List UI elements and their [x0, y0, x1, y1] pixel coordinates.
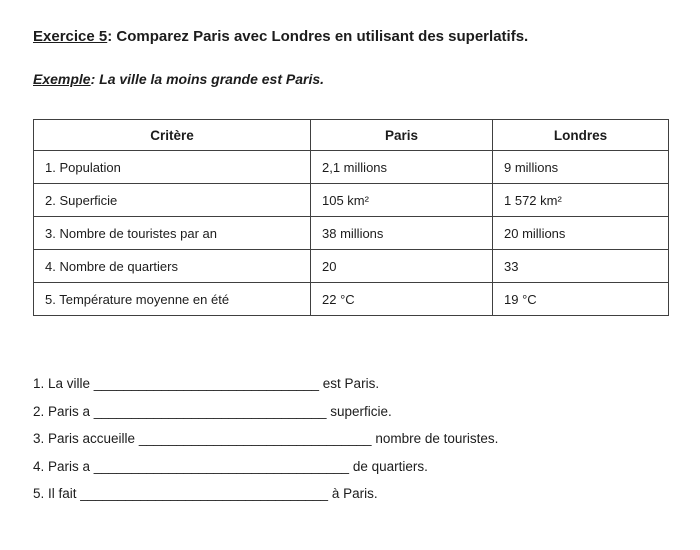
- sentence-before: 2. Paris a: [33, 403, 94, 419]
- criterion-cell: 3. Nombre de touristes par an: [34, 217, 311, 250]
- fill-in-sentence-1: [33, 370, 670, 398]
- paris-value-cell: 38 millions: [311, 217, 493, 250]
- criterion-cell: 4. Nombre de quartiers: [34, 250, 311, 283]
- exercise-title-text: : Comparez Paris avec Londres en utilisant des superlatifs.: [107, 28, 529, 45]
- answer-blank-5: _________________________________: [80, 486, 329, 502]
- exercise-label: Exercice 5: [33, 28, 108, 45]
- example-line: [33, 71, 670, 88]
- fill-in-sentence-3: [33, 425, 670, 453]
- londres-value-cell: 20 millions: [493, 217, 669, 250]
- table-row-population: [34, 151, 669, 184]
- fill-in-sentences: [33, 370, 670, 508]
- sentence-after: est Paris.: [319, 376, 380, 391]
- paris-value-cell: 105 km²: [311, 184, 493, 217]
- londres-value-cell: 19 °C: [493, 283, 669, 316]
- col-header-londres: Londres: [493, 120, 669, 151]
- fill-in-sentence-2: [33, 398, 670, 426]
- sentence-after: nombre de touristes.: [371, 431, 499, 447]
- paris-value-cell: 20: [311, 250, 493, 283]
- fill-in-sentence-5: [33, 480, 670, 508]
- sentence-before: 5. Il fait: [33, 486, 81, 502]
- answer-blank-2: _______________________________: [93, 403, 327, 419]
- answer-blank-4: __________________________________: [93, 458, 350, 474]
- table-row-touristes: [34, 217, 669, 250]
- sentence-before: 3. Paris accueille: [33, 431, 139, 447]
- londres-value-cell: 1 572 km²: [493, 184, 669, 217]
- table-row-quartiers: [34, 250, 669, 283]
- criterion-cell: 1. Population: [34, 151, 311, 184]
- fill-in-sentence-4: [33, 453, 670, 481]
- sentence-before: 1. La ville: [33, 376, 94, 391]
- sentence-after: superficie.: [326, 403, 392, 419]
- paris-value-cell: 22 °C: [311, 283, 493, 316]
- example-label: Exemple: [33, 71, 91, 87]
- sentence-before: 4. Paris a: [33, 458, 94, 474]
- answer-blank-1: ______________________________: [93, 376, 320, 391]
- comparison-table: [33, 119, 669, 316]
- londres-value-cell: 9 millions: [493, 151, 669, 184]
- example-text: : La ville la moins grande est Paris.: [90, 71, 325, 87]
- table-header-row: [34, 120, 669, 151]
- col-header-paris: Paris: [311, 120, 493, 151]
- sentence-after: de quartiers.: [349, 458, 428, 474]
- criterion-cell: 2. Superficie: [34, 184, 311, 217]
- criterion-cell: 5. Température moyenne en été: [34, 283, 311, 316]
- table-row-temperature: [34, 283, 669, 316]
- table-row-superficie: [34, 184, 669, 217]
- exercise-title: [33, 28, 670, 46]
- sentence-after: à Paris.: [328, 486, 378, 502]
- londres-value-cell: 33: [493, 250, 669, 283]
- col-header-critere: Critère: [34, 120, 311, 151]
- answer-blank-3: _______________________________: [138, 431, 372, 447]
- paris-value-cell: 2,1 millions: [311, 151, 493, 184]
